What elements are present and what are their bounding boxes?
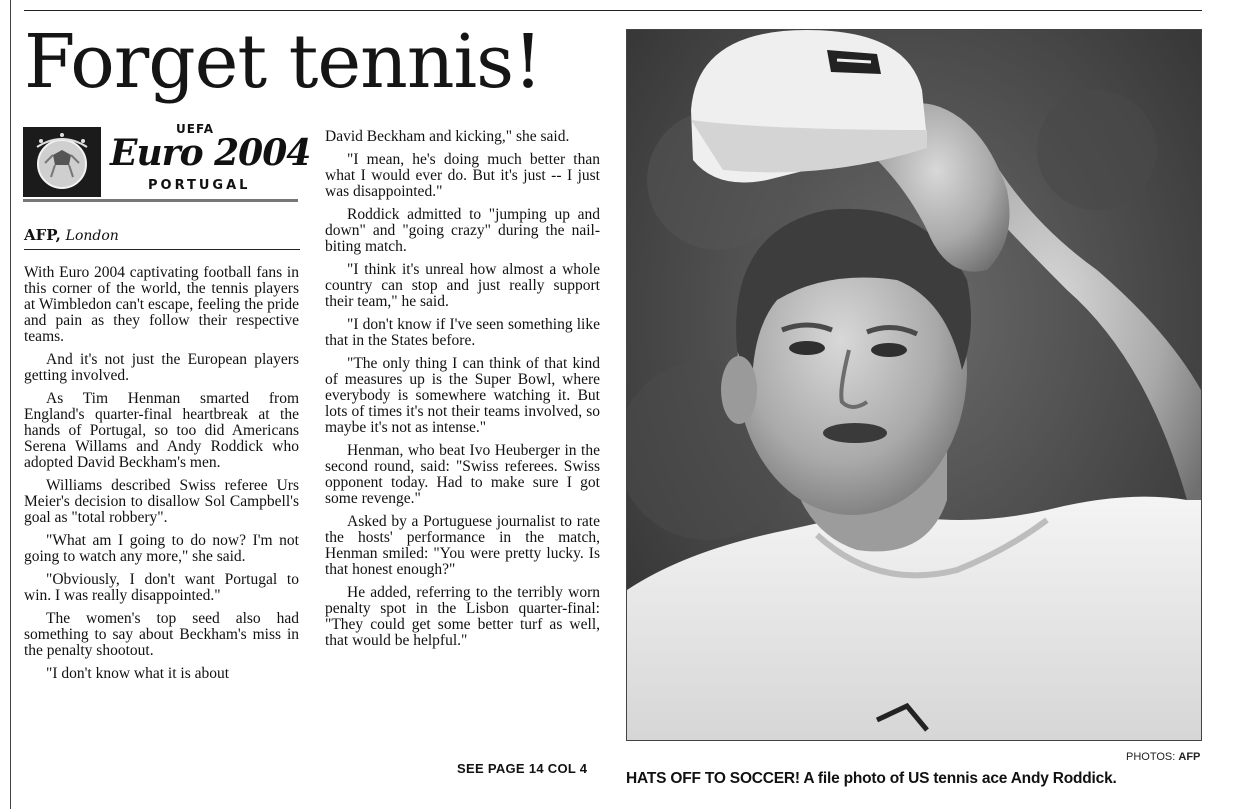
euro-2004-logo (106, 122, 311, 198)
football-emblem-icon (23, 127, 101, 197)
jump-line: SEE PAGE 14 COL 4 (457, 761, 588, 776)
paragraph: Roddick admitted to "jumping up and down" and "going crazy" during the nail-biting match. (325, 206, 600, 255)
logo-euro-text: Euro 2004 (110, 132, 311, 174)
photo-credit (1126, 751, 1200, 763)
paragraph: "I don't know if I've seen something like that in the States before. (325, 316, 600, 349)
euro-2004-emblem (23, 127, 101, 197)
paragraph: With Euro 2004 captivating football fans in this corner of the world, the tennis players at Wimbledon can't escape, feeling the pride and pain as they follow their respective teams. (24, 265, 299, 345)
article-column-2 (325, 129, 600, 757)
logo-uefa-text: UEFA (176, 122, 215, 136)
article-column-1 (24, 265, 299, 793)
byline-place: London (65, 228, 119, 244)
byline-agency: AFP, (24, 226, 61, 244)
photo-caption: HATS OFF TO SOCCER! A file photo of US tennis ace Andy Roddick. (626, 770, 1117, 787)
logo-underline (23, 199, 298, 202)
paragraph: "I think it's unreal how almost a whole country can stop and just really support their team," he said. (325, 261, 600, 310)
photo-credit-label: PHOTOS: (1126, 751, 1176, 763)
player-photo-illustration (627, 30, 1201, 740)
paragraph: "What am I going to do now? I'm not going to watch any more," she said. (24, 532, 299, 565)
paragraph: And it's not just the European players getting involved. (24, 351, 299, 384)
byline (24, 226, 300, 244)
byline-rule (24, 249, 300, 250)
logo-portugal-text: PORTUGAL (148, 178, 251, 193)
column-divider (10, 0, 11, 809)
paragraph: Williams described Swiss referee Urs Meier's decision to disallow Sol Campbell's goal as "total robbery". (24, 477, 299, 526)
paragraph: Asked by a Portuguese journalist to rate the hosts' performance in the match, Henman smiled: "You were pretty lucky. Is that honest enough?" (325, 513, 600, 578)
top-rule (24, 10, 1202, 11)
paragraph: He added, referring to the terribly worn penalty spot in the Lisbon quarter-final: "They could get some better turf as well, that would be helpful." (325, 584, 600, 649)
paragraph: "I mean, he's doing much better than what I would ever do. But it's just -- I just was disappointed." (325, 151, 600, 200)
paragraph: As Tim Henman smarted from England's quarter-final heartbreak at the hands of Portugal, so too did Americans Serena Willams and Andy Roddick who adopted David Beckham's men. (24, 390, 299, 471)
paragraph: The women's top seed also had something to say about Beckham's miss in the penalty shootout. (24, 610, 299, 659)
headline: Forget tennis! (24, 19, 542, 105)
paragraph: "The only thing I can think of that kind of measures up is the Super Bowl, where everybody is somewhere watching it. But lots of times it's not their teams involved, so maybe it's not as intense." (325, 355, 600, 436)
paragraph: David Beckham and kicking," she said. (325, 129, 570, 145)
paragraph: "Obviously, I don't want Portugal to win. I was really disappointed." (24, 571, 299, 604)
paragraph: Henman, who beat Ivo Heuberger in the second round, said: "Swiss referees. Swiss opponent today. Had to make sure I got some revenge." (325, 442, 600, 507)
paragraph: "I don't know what it is about (46, 665, 230, 682)
article-photo (626, 29, 1202, 741)
photo-credit-source: AFP (1178, 751, 1201, 763)
